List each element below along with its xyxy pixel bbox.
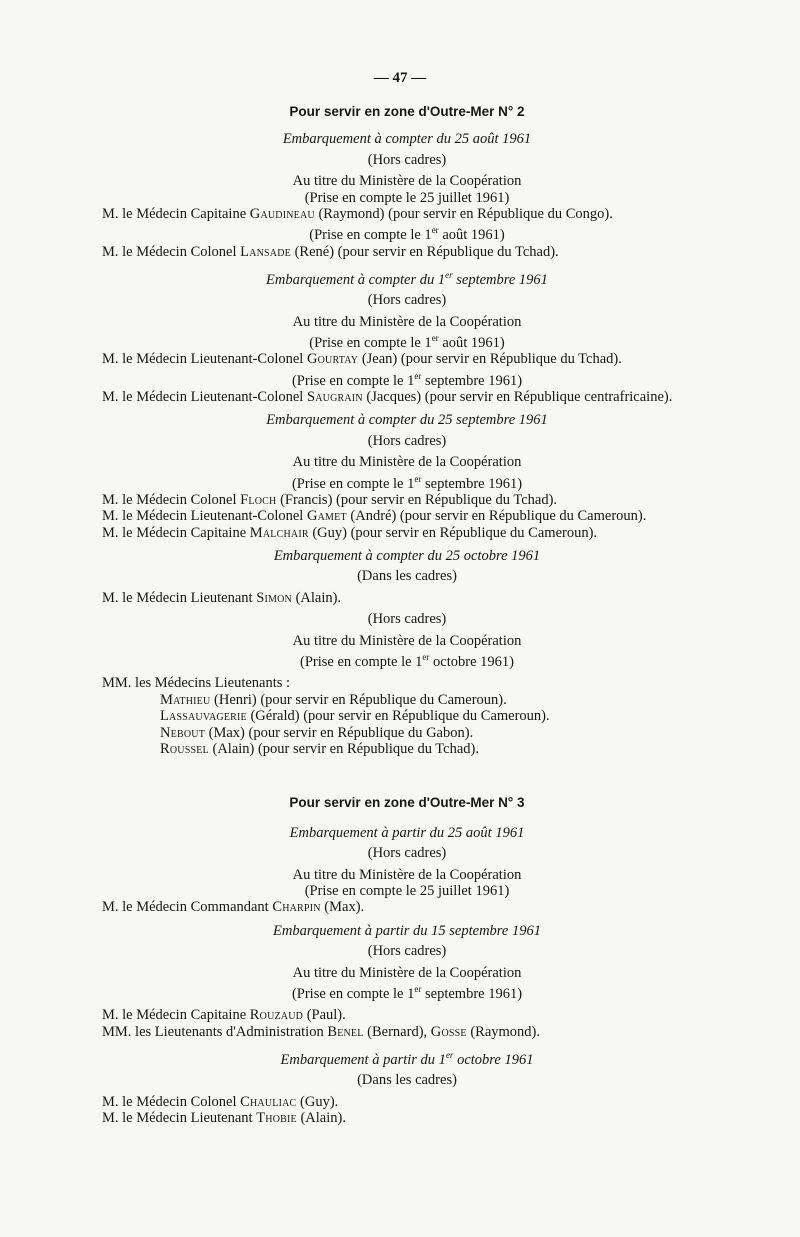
prise-line: (Prise en compte le 1er août 1961)	[309, 333, 505, 351]
list-item	[160, 708, 712, 724]
surname: Thobie	[256, 1110, 297, 1127]
section-title-zone-2: Pour servir en zone d'Outre-Mer N° 2	[289, 104, 525, 119]
entry-prefix: M. le Médecin Commandant	[102, 899, 273, 916]
entry-prefix: M. le Médecin Colonel	[102, 491, 241, 508]
mm-intro: MM. les Médecins Lieutenants :	[102, 675, 291, 692]
surname: Saugrain	[306, 389, 363, 405]
entry-details: (Max).	[320, 899, 365, 916]
entry-details: (Francis) (pour servir en République du Tchad).	[276, 491, 558, 508]
list-item	[160, 741, 712, 757]
status-line: (Hors cadres)	[367, 292, 447, 309]
entry-details: (Alain).	[291, 589, 342, 606]
appointment-entry	[102, 244, 712, 260]
surname: Gourtay	[306, 351, 359, 368]
entry-details: (Guy) (pour servir en République du Cameroun).	[308, 524, 598, 541]
surname: Charpin	[272, 899, 321, 916]
entry-prefix: M. le Médecin Lieutenant-Colonel	[102, 351, 307, 368]
list-item	[160, 692, 712, 708]
status-line: (Dans les cadres)	[357, 1072, 457, 1089]
appointment-entry	[102, 389, 712, 405]
surname: Floch	[240, 491, 277, 508]
entry-details: (Guy).	[296, 1093, 339, 1110]
entry-details: (René) (pour servir en République du Tchad).	[290, 243, 559, 260]
embarkation-heading: Embarquement à partir du 1er octobre 1961	[280, 1050, 534, 1068]
entry-details: (Raymond) (pour servir en République du Congo).	[314, 206, 613, 223]
entry-prefix: M. le Médecin Colonel	[102, 243, 241, 260]
entry-details: (Bernard),	[363, 1023, 431, 1040]
embarkation-heading: Embarquement à compter du 1er septembre 1961	[266, 270, 548, 288]
prise-line: (Prise en compte le 25 juillet 1961)	[304, 189, 510, 206]
status-line: (Hors cadres)	[367, 611, 447, 628]
prise-line: (Prise en compte le 25 juillet 1961)	[304, 883, 510, 899]
entry-details: (Jacques) (pour servir en République centrafricaine).	[362, 389, 673, 405]
entry-details: (Gérald) (pour servir en République du Cameroun).	[246, 708, 550, 725]
section-title-zone-3: Pour servir en zone d'Outre-Mer N° 3	[289, 795, 525, 811]
entry-details: (Raymond).	[466, 1023, 541, 1040]
status-line: (Dans les cadres)	[357, 568, 457, 585]
surname: Simon	[256, 589, 292, 606]
status-line: (Hors cadres)	[367, 845, 447, 862]
appointment-entry	[102, 590, 712, 606]
page-number: — 47 —	[373, 70, 427, 86]
embarkation-heading: Embarquement à partir du 15 septembre 1961	[273, 922, 541, 939]
appointment-entry	[102, 525, 712, 541]
prise-line: (Prise en compte le 1er octobre 1961)	[300, 652, 514, 670]
entry-prefix: M. le Médecin Lieutenant	[102, 589, 257, 606]
surname: Benel	[327, 1023, 364, 1040]
appointment-entry	[102, 351, 712, 367]
status-line: (Hors cadres)	[367, 943, 447, 960]
appointment-entry	[102, 508, 712, 524]
entry-prefix: M. le Médecin Lieutenant	[102, 1110, 257, 1127]
surname: Malchair	[249, 524, 309, 541]
entry-prefix: M. le Médecin Lieutenant-Colonel	[102, 389, 307, 405]
appointment-entry	[102, 206, 712, 222]
embarkation-heading: Embarquement à compter du 25 octobre 1961	[273, 548, 541, 565]
appointment-entry	[102, 899, 712, 915]
prise-line: (Prise en compte le 1er septembre 1961)	[291, 984, 523, 1002]
status-line: (Hors cadres)	[367, 432, 447, 449]
ministry-line: Au titre du Ministère de la Coopération	[292, 866, 522, 883]
ministry-line: Au titre du Ministère de la Coopération	[292, 632, 522, 649]
list-item	[160, 725, 712, 741]
entry-details: (Max) (pour servir en République du Gabon).	[205, 724, 474, 741]
embarkation-heading: Embarquement à compter du 25 août 1961	[282, 131, 532, 148]
surname: Mathieu	[160, 691, 211, 708]
surname: Gaudineau	[249, 206, 315, 223]
entry-details: (André) (pour servir en République du Cameroun).	[346, 508, 647, 525]
entry-prefix: MM. les Lieutenants d'Administration	[102, 1023, 328, 1040]
ministry-line: Au titre du Ministère de la Coopération	[292, 173, 522, 190]
prise-line: (Prise en compte le 1er août 1961)	[309, 225, 505, 244]
status-line: (Hors cadres)	[367, 151, 447, 168]
ministry-line: Au titre du Ministère de la Coopération	[292, 964, 522, 981]
appointment-entry	[102, 1110, 712, 1126]
entry-details: (Jean) (pour servir en République du Tchad).	[358, 351, 622, 368]
ministry-line: Au titre du Ministère de la Coopération	[292, 454, 522, 471]
entry-details: (Alain) (pour servir en République du Tchad).	[208, 740, 479, 757]
surname: Lansade	[240, 243, 291, 260]
appointment-entry	[102, 492, 712, 508]
appointment-entry	[102, 1024, 712, 1040]
prise-line: (Prise en compte le 1er septembre 1961)	[291, 473, 523, 492]
entry-prefix: M. le Médecin Capitaine	[102, 1007, 250, 1024]
mm-list	[102, 692, 712, 758]
prise-line: (Prise en compte le 1er septembre 1961)	[291, 370, 523, 389]
entry-details: (Paul).	[303, 1007, 346, 1024]
surname: Roussel	[160, 740, 209, 757]
surname: Lassauvagerie	[160, 708, 247, 725]
appointment-entry	[102, 1094, 712, 1110]
surname: Chauliac	[240, 1093, 297, 1110]
surname: Gosse	[430, 1023, 467, 1040]
entry-details: (Alain).	[296, 1110, 346, 1127]
entry-prefix: M. le Médecin Capitaine	[102, 524, 250, 541]
embarkation-heading: Embarquement à compter du 25 septembre 1961	[266, 412, 548, 429]
surname: Gamet	[306, 508, 347, 525]
ministry-line: Au titre du Ministère de la Coopération	[292, 313, 522, 330]
surname: Nebout	[160, 724, 206, 741]
entry-prefix: M. le Médecin Capitaine	[102, 206, 250, 223]
entry-details: (Henri) (pour servir en République du Cameroun).	[210, 691, 507, 708]
surname: Rouzaud	[249, 1007, 304, 1024]
appointment-entry	[102, 1007, 712, 1023]
embarkation-heading: Embarquement à partir du 25 août 1961	[289, 824, 525, 841]
page-content	[102, 104, 712, 1127]
entry-prefix: M. le Médecin Colonel	[102, 1093, 241, 1110]
entry-prefix: M. le Médecin Lieutenant-Colonel	[102, 508, 307, 525]
